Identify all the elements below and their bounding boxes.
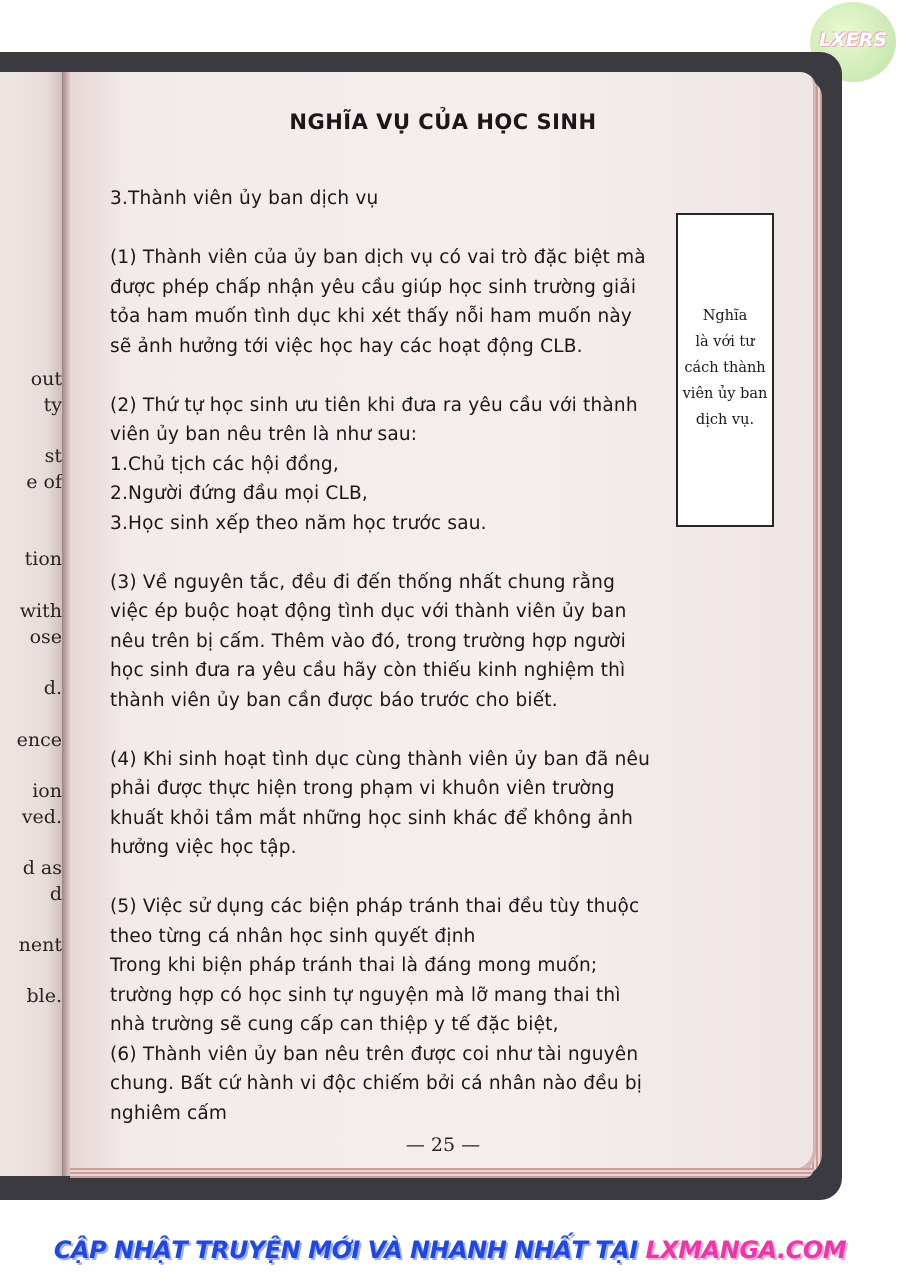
side-note-text [678,303,772,433]
left-page-fragment: d as [22,857,62,879]
paragraph-gap [110,361,675,391]
text-line: tỏa ham muốn tình dục khi xét thấy nỗi ham muốn này [110,306,633,327]
left-page-fragment: nent [18,934,62,956]
rules-text [110,184,675,1128]
text-line: 3.Học sinh xếp theo năm học trước sau. [110,512,487,534]
text-line: 2.Người đứng đầu mọi CLB, [110,483,368,504]
text-line: (1) Thành viên của ủy ban dịch vụ có vai trò đặc biệt mà [110,247,646,268]
left-page-fragment: d [49,883,62,905]
side-note-line: cách thành [684,360,766,376]
left-page-fragment: e of [26,471,62,493]
left-page-fragment: d. [43,677,62,699]
text-line: được phép chấp nhận yêu cầu giúp học sinh trường giải [110,276,637,298]
side-note-line: dịch vụ. [695,412,755,428]
paragraph-gap [110,214,675,244]
left-page [0,72,66,1176]
text-line: khuất khỏi tầm mắt những học sinh khác để không ảnh [110,807,634,829]
left-page-fragment: ty [43,394,62,416]
left-page-fragment: tion [24,548,62,570]
text-line: 1.Chủ tịch các hội đồng, [110,453,339,475]
text-line: (6) Thành viên ủy ban nêu trên được coi như tài nguyên [110,1043,639,1065]
text-line: việc ép buộc hoạt động tình dục với thành viên ủy ban [110,601,627,622]
text-line: theo từng cá nhân học sinh quyết định [110,925,476,947]
paragraph-gap [110,538,675,568]
text-line: trường hợp có học sinh tự nguyện mà lỡ mang thai thì [110,984,621,1006]
page-number: — 25 — [405,1134,481,1156]
text-line: thành viên ủy ban cần được báo trước cho biết. [110,689,558,711]
text-line: (2) Thứ tự học sinh ưu tiên khi đưa ra yêu cầu với thành [110,394,638,416]
left-page-fragment: ble. [26,985,62,1007]
text-line: (5) Việc sử dụng các biện pháp tránh thai đều tùy thuộc [110,896,640,917]
text-line: học sinh đưa ra yêu cầu hãy còn thiếu kinh nghiệm thì [110,660,626,681]
text-line: phải được thực hiện trong phạm vi khuôn viên trường [110,778,615,799]
left-page-fragment: ose [29,626,62,648]
text-line: nghiêm cấm [110,1102,228,1124]
text-line: chung. Bất cứ hành vi độc chiếm bởi cá nhân nào đều bị [110,1073,643,1094]
text-line: Trong khi biện pháp tránh thai là đáng mong muốn; [110,955,598,976]
text-line: viên ủy ban nêu trên là như sau: [110,424,418,445]
text-line: (4) Khi sinh hoạt tình dục cùng thành viên ủy ban đã nêu [110,748,651,770]
side-note-line: là với tư [695,334,755,350]
left-page-fragment: st [44,445,62,467]
text-line: sẽ ảnh hưởng tới việc học hay các hoạt động CLB. [110,335,583,357]
page-stack-bottom [70,1168,814,1178]
page-title: NGHĨA VỤ CỦA HỌC SINH [289,110,597,134]
logo-text: LXERS [818,29,888,51]
text-line: nhà trường sẽ cung cấp can thiệp y tế đặc biệt, [110,1014,559,1035]
left-page-fragment: ion [32,780,62,802]
footer-banner[interactable] [0,1236,900,1264]
paragraph-gap [110,715,675,745]
text-line: nêu trên bị cấm. Thêm vào đó, trong trường hợp người [110,630,626,652]
left-page-fragment: out [30,368,62,390]
text-line: hưởng việc học tập. [110,837,297,858]
text-line: (3) Về nguyên tắc, đều đi đến thống nhất chung rằng [110,571,616,593]
side-note-line: viên ủy ban [682,386,768,402]
paragraph-gap [110,863,675,893]
left-page-fragment: ved. [21,806,62,828]
side-note-line: Nghĩa [702,308,748,324]
text-line: 3.Thành viên ủy ban dịch vụ [110,188,379,209]
left-page-fragment: ence [16,729,62,751]
footer-site-link[interactable]: LXMANGA.COM [645,1236,847,1264]
side-note-box [676,213,774,527]
left-page-fragment: with [19,600,62,622]
footer-banner-text: CẬP NHẬT TRUYỆN MỚI VÀ NHANH NHẤT TẠI [53,1236,646,1264]
